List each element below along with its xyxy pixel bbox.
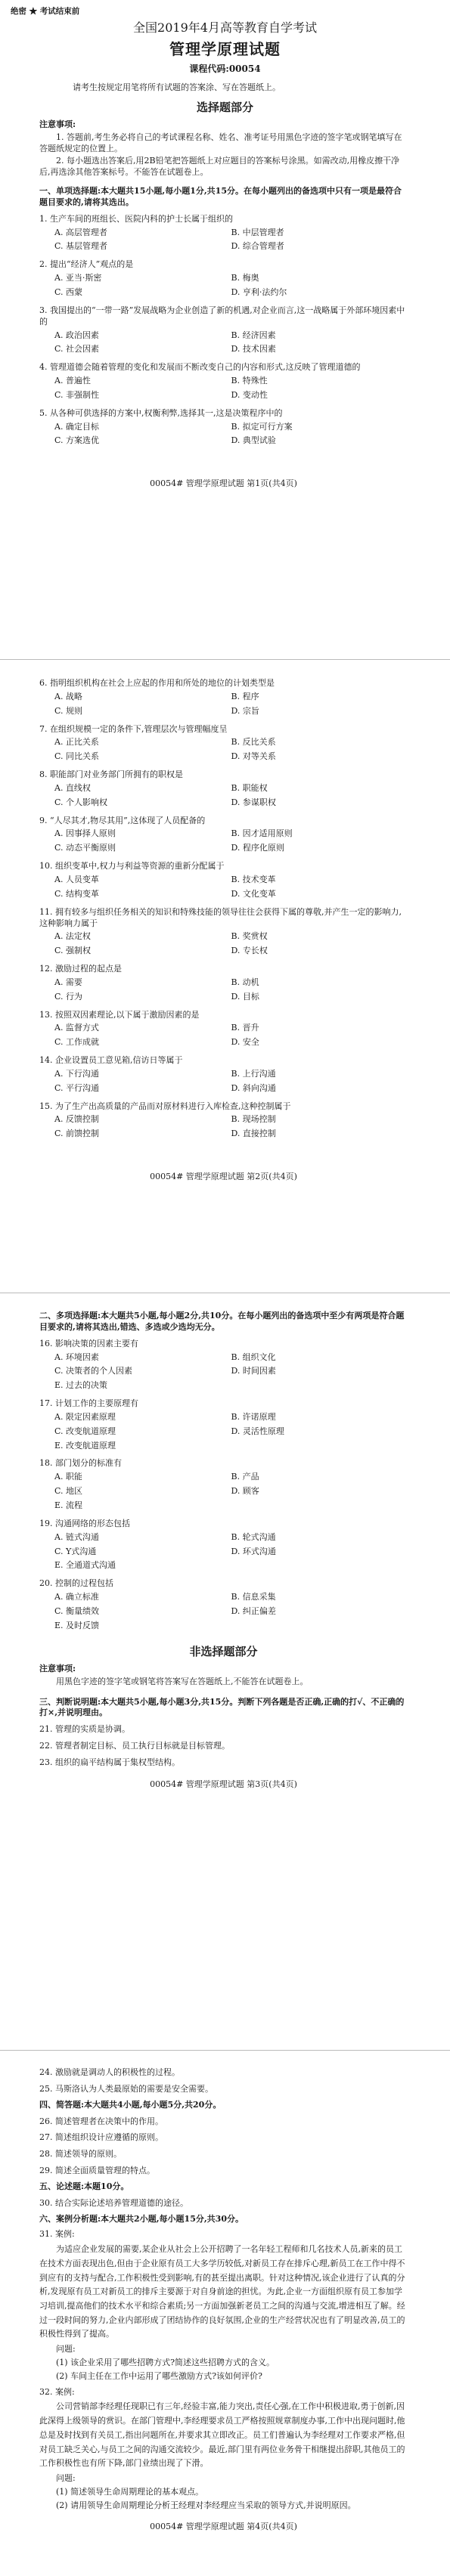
question-options — [39, 374, 408, 403]
answer-option: D. 目标 — [231, 991, 259, 1002]
answer-option: B. 许诺原理 — [231, 1411, 276, 1422]
section3-questions — [39, 1724, 408, 1769]
question-options — [39, 827, 408, 856]
question-stem: 9. “人尽其才,物尽其用”,这体现了人员配备的 — [39, 815, 206, 825]
answer-option: D. 斜向沟通 — [231, 1082, 276, 1093]
question-stem: 18. 部门划分的标准有 — [39, 1458, 122, 1469]
section2-questions — [39, 1339, 408, 1633]
notes-heading: 注意事项: — [39, 119, 76, 129]
answer-option: C. 工作成就 — [54, 1037, 100, 1048]
section4-questions — [39, 2116, 408, 2177]
answer-option: C. 西蒙 — [54, 287, 83, 297]
page-footer: 00054# 管理学原理试题 第1页(共4页) — [150, 478, 297, 489]
answer-option: B. 技术变革 — [231, 874, 276, 884]
answer-option: B. 动机 — [231, 977, 259, 987]
question-options — [39, 271, 408, 300]
answer-option: B. 职能权 — [231, 782, 268, 793]
question-stem: 12. 激励过程的起点是 — [39, 964, 122, 974]
answer-option: B. 上行沟通 — [231, 1068, 276, 1079]
question-item: 24. 激励就是调动人的积极性的过程。 — [39, 2067, 180, 2077]
section1-questions-cont — [39, 678, 408, 1141]
answer-option: B. 中层管理者 — [231, 227, 284, 237]
answer-option: C. 行为 — [54, 991, 83, 1002]
section6-heading: 六、案例分析题:本大题共2小题,每小题15分,共30分。 — [39, 2213, 244, 2224]
question-options — [39, 1067, 408, 1096]
answer-option: C. 决策者的个人因素 — [54, 1366, 133, 1376]
answer-option: D. 直接控制 — [231, 1129, 276, 1139]
answer-option: A. 正比关系 — [54, 737, 99, 748]
answer-option: A. 环境因素 — [54, 1351, 99, 1362]
section1-questions — [39, 214, 408, 449]
case31-question-label: 问题: — [56, 2344, 76, 2355]
page-divider — [0, 2050, 450, 2051]
answer-option: B. 组织文化 — [231, 1351, 276, 1362]
note-item: 1. 答题前,考生务必将自己的考试课程名称、姓名、准考证号用黑色字迹的签字笔或钢笔填写在答题纸规定的位置上。 — [39, 132, 402, 153]
answer-option: A. 监督方式 — [54, 1023, 99, 1033]
answer-option: C. 社会因素 — [54, 344, 100, 355]
answer-option: C. 基层管理者 — [54, 241, 108, 252]
answer-option: C. 方案选优 — [54, 435, 100, 446]
question-item: 23. 组织的扁平结构属于集权型结构。 — [39, 1757, 180, 1767]
answer-option: A. 需要 — [54, 977, 82, 987]
section5-questions — [39, 2198, 408, 2209]
question-options — [39, 226, 408, 255]
question-stem: 5. 从各种可供选择的方案中,权衡利弊,选择其一,这是决策程序中的 — [39, 407, 283, 418]
question-stem: 3. 我国提出的“一带一路”发展战略为企业创造了新的机遇,对企业而言,这一战略属于外部环境因素中的 — [39, 305, 405, 327]
note-item: 2. 每小题选出答案后,用2B铅笔把答题纸上对应题目的答案标号涂黑。如需改动,用橡皮擦干净后,再选涂其他答案标号。不能答在试题卷上。 — [39, 156, 400, 178]
question-stem: 20. 控制的过程包括 — [39, 1578, 113, 1589]
question-stem: 13. 按照双因素理论,以下属于激励因素的是 — [39, 1009, 200, 1020]
page-3 — [0, 1308, 450, 1791]
page-2 — [0, 673, 450, 1183]
confidential-mark: 绝密 ★ 考试结束前 — [11, 7, 80, 16]
answer-option: A. 高层管理者 — [54, 227, 107, 237]
question-stem: 16. 影响决策的因素主要有 — [39, 1338, 138, 1348]
exam-heading: 全国2019年4月高等教育自学考试 — [133, 20, 317, 35]
answer-option: D. 对等关系 — [231, 751, 276, 762]
answer-option: A. 限定因素原理 — [54, 1411, 116, 1422]
answer-option: C. 规则 — [54, 705, 83, 716]
question-options — [39, 420, 408, 449]
case32-question-label: 问题: — [56, 2472, 76, 2483]
question-item: 28. 简述领导的原则。 — [39, 2149, 122, 2160]
answer-option: A. 法定权 — [54, 931, 91, 942]
answer-option: A. 普遍性 — [54, 376, 91, 386]
question-stem: 17. 计划工作的主要原理有 — [39, 1398, 138, 1409]
question-item: 30. 结合实际论述培养管理道德的途径。 — [39, 2197, 188, 2208]
answer-option: E. 流程 — [54, 1500, 83, 1510]
answer-option: B. 拟定可行方案 — [231, 421, 293, 432]
answer-option: D. 综合管理者 — [231, 241, 284, 252]
answer-option: B. 程序 — [231, 691, 259, 701]
case31-label: 31. 案例: — [39, 2229, 75, 2240]
answer-option: E. 过去的决策 — [54, 1380, 108, 1391]
answer-option: C. 个人影响权 — [54, 797, 108, 807]
case32-label: 32. 案例: — [39, 2386, 75, 2397]
page-1 — [0, 0, 450, 490]
answer-option: C. 衡量绩效 — [54, 1605, 100, 1616]
answer-option: B. 特殊性 — [231, 376, 268, 386]
answer-option: A. 反馈控制 — [54, 1114, 99, 1125]
answer-option: A. 战略 — [54, 691, 82, 701]
case31-question: (2) 车间主任在工作中运用了哪些激励方式?该如何评价? — [56, 2370, 262, 2381]
answer-option: A. 直线权 — [54, 782, 91, 793]
answer-option: A. 人员变革 — [54, 874, 99, 884]
question-stem: 6. 指明组织机构在社会上应起的作用和所处的地位的计划类型是 — [39, 678, 275, 688]
question-options — [39, 1470, 408, 1513]
question-item: 29. 简述全面质量管理的特点。 — [39, 2166, 155, 2176]
answer-option: D. 时间因素 — [231, 1366, 276, 1376]
question-stem: 19. 沟通网络的形态包括 — [39, 1518, 130, 1528]
question-stem: 2. 提出“经济人”观点的是 — [39, 259, 134, 270]
answer-option: D. 顾客 — [231, 1486, 259, 1497]
section3-heading: 三、判断说明题:本大题共5小题,每小题3分,共15分。判断下列各题是否正确,正确的打√、不正确的打×,并说明理由。 — [39, 1696, 405, 1718]
question-item: 26. 简述管理者在决策中的作用。 — [39, 2116, 163, 2126]
question-item: 27. 简述组织设计应遵循的原则。 — [39, 2132, 163, 2143]
answer-option: B. 轮式沟通 — [231, 1531, 276, 1542]
question-stem: 15. 为了生产出高质量的产品而对原材料进行入库检查,这种控制属于 — [39, 1101, 291, 1111]
answer-option: C. Y式沟通 — [54, 1546, 97, 1556]
question-options — [39, 1531, 408, 1574]
answer-option: D. 宗旨 — [231, 705, 259, 716]
question-stem: 11. 拥有较多与组织任务相关的知识和特殊技能的领导往往会获得下属的尊敬,并产生一定的影响力,这种影响力属于 — [39, 906, 402, 928]
page-footer: 00054# 管理学原理试题 第4页(共4页) — [150, 2522, 297, 2532]
question-options — [39, 735, 408, 764]
question-options — [39, 976, 408, 1005]
answer-option: D. 文化变革 — [231, 888, 276, 899]
section2-heading: 二、多项选择题:本大题共5小题,每小题2分,共10分。在每小题列出的备选项中至少有两项是符合题目要求的,请将其选出,错选、多选或少选均无分。 — [39, 1311, 405, 1332]
question-options — [39, 1113, 408, 1141]
page-divider — [0, 659, 450, 660]
question-item: 25. 马斯洛认为人类最原始的需要是安全需要。 — [39, 2083, 213, 2094]
answer-option: B. 反比关系 — [231, 737, 276, 748]
question-options — [39, 690, 408, 719]
answer-option: D. 亨利·法约尔 — [231, 287, 287, 297]
page-footer: 00054# 管理学原理试题 第2页(共4页) — [150, 1172, 297, 1182]
notes2-heading: 注意事项: — [39, 1663, 76, 1673]
answer-option: C. 同比关系 — [54, 751, 100, 762]
answer-option: C. 改变航道原理 — [54, 1426, 116, 1436]
question-options — [39, 930, 408, 958]
answer-option: B. 产品 — [231, 1472, 259, 1482]
question-options — [39, 782, 408, 810]
question-stem: 8. 职能部门对业务部门所拥有的职权是 — [39, 769, 183, 780]
answer-option: D. 参谋职权 — [231, 797, 276, 807]
exam-title: 管理学原理试题 — [169, 39, 281, 58]
answer-option: B. 信息采集 — [231, 1592, 276, 1602]
answer-option: C. 非强制性 — [54, 389, 100, 400]
page-4 — [0, 2062, 450, 2533]
answer-option: A. 确定目标 — [54, 421, 99, 432]
part1-title: 选择题部分 — [196, 100, 253, 114]
answer-option: D. 典型试验 — [231, 435, 276, 446]
question-stem: 14. 企业设置员工意见箱,信访日等属于 — [39, 1055, 183, 1066]
answer-option: A. 链式沟通 — [54, 1531, 99, 1542]
answer-option: A. 政治因素 — [54, 330, 99, 340]
section5-heading: 五、论述题:本题10分。 — [39, 2181, 129, 2191]
answer-option: C. 结构变革 — [54, 888, 100, 899]
answer-option: C. 前馈控制 — [54, 1129, 100, 1139]
question-options — [39, 1590, 408, 1633]
part2-title: 非选择题部分 — [189, 1644, 258, 1658]
notes2-text: 用黑色字迹的签字笔或钢笔将答案写在答题纸上,不能答在试题卷上。 — [56, 1676, 309, 1686]
question-stem: 4. 管理道德会随着管理的变化和发展而不断改变自己的内容和形式,这反映了管理道德的 — [39, 362, 361, 373]
question-options — [39, 1410, 408, 1454]
section4-heading: 四、简答题:本大题共4小题,每小题5分,共20分。 — [39, 2099, 222, 2110]
answer-option: B. 现场控制 — [231, 1114, 276, 1125]
course-code: 课程代码:00054 — [189, 63, 261, 74]
answer-option: A. 下行沟通 — [54, 1068, 99, 1079]
answer-option: D. 专长权 — [231, 946, 268, 956]
answer-warning: 请考生按规定用笔将所有试题的答案涂、写在答题纸上。 — [73, 82, 281, 92]
answer-option: B. 晋升 — [231, 1023, 259, 1033]
question-options — [39, 873, 408, 902]
answer-option: E. 及时反馈 — [54, 1620, 100, 1630]
case32-question: (1) 简述领导生命周期理论的基本观点。 — [56, 2486, 204, 2497]
answer-option: C. 平行沟通 — [54, 1082, 100, 1093]
answer-option: C. 地区 — [54, 1486, 83, 1497]
answer-option: D. 安全 — [231, 1037, 259, 1048]
answer-option: E. 全通道式沟通 — [54, 1560, 116, 1571]
answer-option: A. 因事择人原则 — [54, 828, 116, 839]
answer-option: B. 经济因素 — [231, 330, 276, 340]
answer-option: B. 奖赏权 — [231, 931, 268, 942]
case31-text: 为适应企业发展的需要,某企业从社会上公开招聘了一名年轻工程师和几名技术人员,新来的员工在技术方面表现出色,但由于企业原有员工大多学历较低,对新员工存在排斥心理,新员工在工作中得不到应有的支持与配合,工作积极性受到影响,有的甚至提出离职。针对这种情况,该企业进行了认真的分析,发现原有员工对新员工的排斥主要源于对自身前途的担忧。为此,企业一方面组织原有员工参加学习培训,提高他们的技术水平和综合素质;另一方面加强新老员工之间的沟通与交流,增进相互了解。经过一段时间的努力,企业内部形成了团结协作的良好氛围,企业的生产经营状况也有了明显改善,员工的积极性得到了提高。 — [39, 2244, 405, 2339]
section3-questions-cont — [39, 2067, 408, 2095]
answer-option: D. 纠正偏差 — [231, 1605, 276, 1616]
question-options — [39, 1021, 408, 1050]
question-stem: 7. 在组织规模一定的条件下,管理层次与管理幅度呈 — [39, 723, 228, 734]
case32-text: 公司营销部李经理任现职已有三年,经验丰富,能力突出,责任心强,在工作中积极进取,勇于创新,因此深得上级领导的赏识。在部门管理中,李经理要求员工严格按照规章制度办事,工作中出现问题时,他总是及时找到有关员工,指出问题所在,并要求其立即改正。员工们普遍认为李经理对工作要求严格,但对员工缺乏关心,与员工之间的沟通交流较少。最近,部门里有两位业务骨干相继提出辞职,其他员工的工作积极性也有所下降,部门业绩出现了下滑。 — [39, 2401, 405, 2469]
question-options — [39, 329, 408, 358]
answer-option: D. 环式沟通 — [231, 1546, 276, 1556]
section1-heading: 一、单项选择题:本大题共15小题,每小题1分,共15分。在每小题列出的备选项中只有一项是最符合题目要求的,请将其选出。 — [39, 186, 402, 207]
answer-option: B. 梅奥 — [231, 273, 259, 283]
case32-question: (2) 请用领导生命周期理论分析王经理对李经理应当采取的领导方式,并说明原因。 — [56, 2500, 356, 2510]
answer-option: D. 变动性 — [231, 389, 268, 400]
answer-option: C. 动态平衡原则 — [54, 843, 116, 853]
answer-option: A. 确立标准 — [54, 1592, 99, 1602]
answer-option: D. 技术因素 — [231, 344, 276, 355]
question-stem: 10. 组织变革中,权力与利益等资源的重新分配属于 — [39, 861, 225, 872]
answer-option: D. 灵活性原理 — [231, 1426, 284, 1436]
question-item: 22. 管理者制定目标、员工执行目标就是目标管理。 — [39, 1741, 230, 1751]
page-footer: 00054# 管理学原理试题 第3页(共4页) — [150, 1779, 297, 1789]
answer-option: B. 因才适用原则 — [231, 828, 293, 839]
answer-option: A. 亚当·斯密 — [54, 273, 102, 283]
answer-option: D. 程序化原则 — [231, 843, 284, 853]
answer-option: C. 强制权 — [54, 946, 92, 956]
question-options — [39, 1351, 408, 1394]
case31-question: (1) 该企业采用了哪些招聘方式?简述这些招聘方式的含义。 — [56, 2357, 275, 2367]
question-item: 21. 管理的实质是协调。 — [39, 1724, 130, 1735]
answer-option: E. 改变航道原理 — [54, 1440, 116, 1451]
answer-option: A. 职能 — [54, 1472, 82, 1482]
question-stem: 1. 生产车间的班组长、医院内科的护士长属于组织的 — [39, 213, 233, 224]
